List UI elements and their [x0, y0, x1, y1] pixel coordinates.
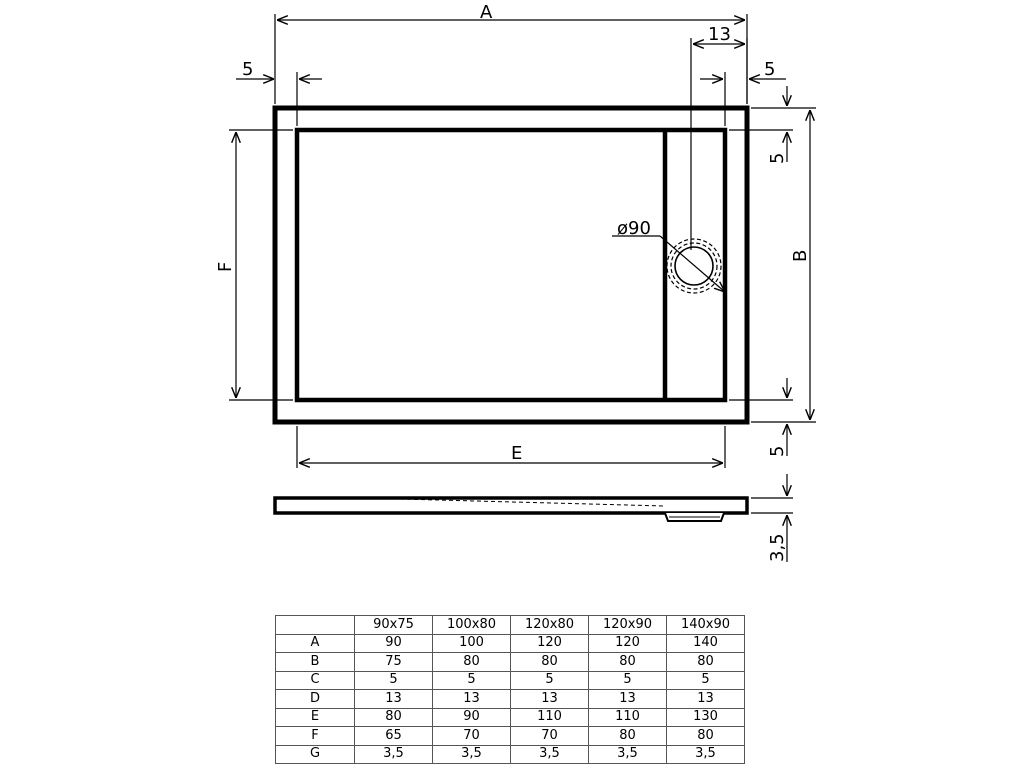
- table-cell: 13: [355, 690, 433, 709]
- table-cell: 5: [355, 671, 433, 690]
- tray-top-view: [275, 108, 747, 422]
- table-cell: 70: [433, 727, 511, 746]
- table-row: [276, 745, 745, 764]
- table-header-cell: 100x80: [433, 616, 511, 635]
- table-cell: 110: [511, 708, 589, 727]
- table-cell: F: [276, 727, 355, 746]
- table-cell: A: [276, 634, 355, 653]
- table-cell: 5: [511, 671, 589, 690]
- dimension-e: [297, 426, 725, 468]
- table-cell: 5: [667, 671, 745, 690]
- table-cell: 13: [511, 690, 589, 709]
- table-cell: 90: [355, 634, 433, 653]
- table-cell: 3,5: [589, 745, 667, 764]
- dimension-c-right-label: 5: [764, 59, 776, 80]
- table-cell: 90: [433, 708, 511, 727]
- table-cell: E: [276, 708, 355, 727]
- table-cell: G: [276, 745, 355, 764]
- dimension-c-left-label: 5: [242, 59, 254, 80]
- table-cell: 120: [511, 634, 589, 653]
- table-cell: 3,5: [355, 745, 433, 764]
- tray-side-view: [275, 498, 747, 521]
- table-cell: 13: [667, 690, 745, 709]
- table-row: [276, 708, 745, 727]
- table-cell: 3,5: [667, 745, 745, 764]
- drain-diameter-label: ø90: [617, 218, 651, 239]
- table-cell: 80: [667, 727, 745, 746]
- table-row: [276, 671, 745, 690]
- tray-outer-edge: [275, 108, 747, 422]
- dimension-d: [691, 24, 747, 250]
- dimension-d-label: 13: [708, 24, 731, 45]
- dimension-c-bottom: [729, 378, 793, 457]
- table-cell: 65: [355, 727, 433, 746]
- dimension-e-label: E: [511, 443, 523, 464]
- table-cell: 3,5: [433, 745, 511, 764]
- dimensions-table: [275, 615, 745, 764]
- dimension-g: [751, 474, 793, 562]
- table-cell: 130: [667, 708, 745, 727]
- dimension-a: [275, 2, 747, 104]
- table-header-cell: 90x75: [355, 616, 433, 635]
- table-header-cell: 120x80: [511, 616, 589, 635]
- table-row: [276, 690, 745, 709]
- table-cell: C: [276, 671, 355, 690]
- dimension-a-label: A: [480, 2, 493, 23]
- table-cell: 5: [589, 671, 667, 690]
- dimension-f-label: F: [215, 261, 236, 272]
- table-header-cell: 140x90: [667, 616, 745, 635]
- dimension-c-bottom-label: 5: [767, 445, 788, 457]
- table-cell: 120: [589, 634, 667, 653]
- table-cell: 80: [355, 708, 433, 727]
- dimension-f: [215, 130, 293, 400]
- table-row: [276, 727, 745, 746]
- table-cell: 80: [433, 653, 511, 672]
- table-cell: 80: [511, 653, 589, 672]
- table-cell: 75: [355, 653, 433, 672]
- dimension-c-top: [729, 86, 793, 164]
- table-cell: 3,5: [511, 745, 589, 764]
- table-cell: 5: [433, 671, 511, 690]
- table-row: [276, 634, 745, 653]
- table-cell: B: [276, 653, 355, 672]
- table-header-cell: 120x90: [589, 616, 667, 635]
- table-header-row: [276, 616, 745, 635]
- tray-inner-edge: [297, 130, 725, 400]
- table-cell: 13: [589, 690, 667, 709]
- table-cell: D: [276, 690, 355, 709]
- table-cell: 140: [667, 634, 745, 653]
- table-cell: 80: [589, 727, 667, 746]
- table-cell: 100: [433, 634, 511, 653]
- dimension-b-label: B: [790, 249, 811, 262]
- dimension-c-top-label: 5: [767, 152, 788, 164]
- dimension-c-right: [700, 59, 786, 126]
- table-cell: 80: [667, 653, 745, 672]
- table-cell: 70: [511, 727, 589, 746]
- table-cell: 13: [433, 690, 511, 709]
- table-cell: 80: [589, 653, 667, 672]
- table-cell: 110: [589, 708, 667, 727]
- table-header-cell: [276, 616, 355, 635]
- tray-side-profile: [275, 498, 747, 513]
- dimension-g-label: 3,5: [767, 533, 788, 562]
- dimension-c-left: [236, 59, 322, 126]
- table-row: [276, 653, 745, 672]
